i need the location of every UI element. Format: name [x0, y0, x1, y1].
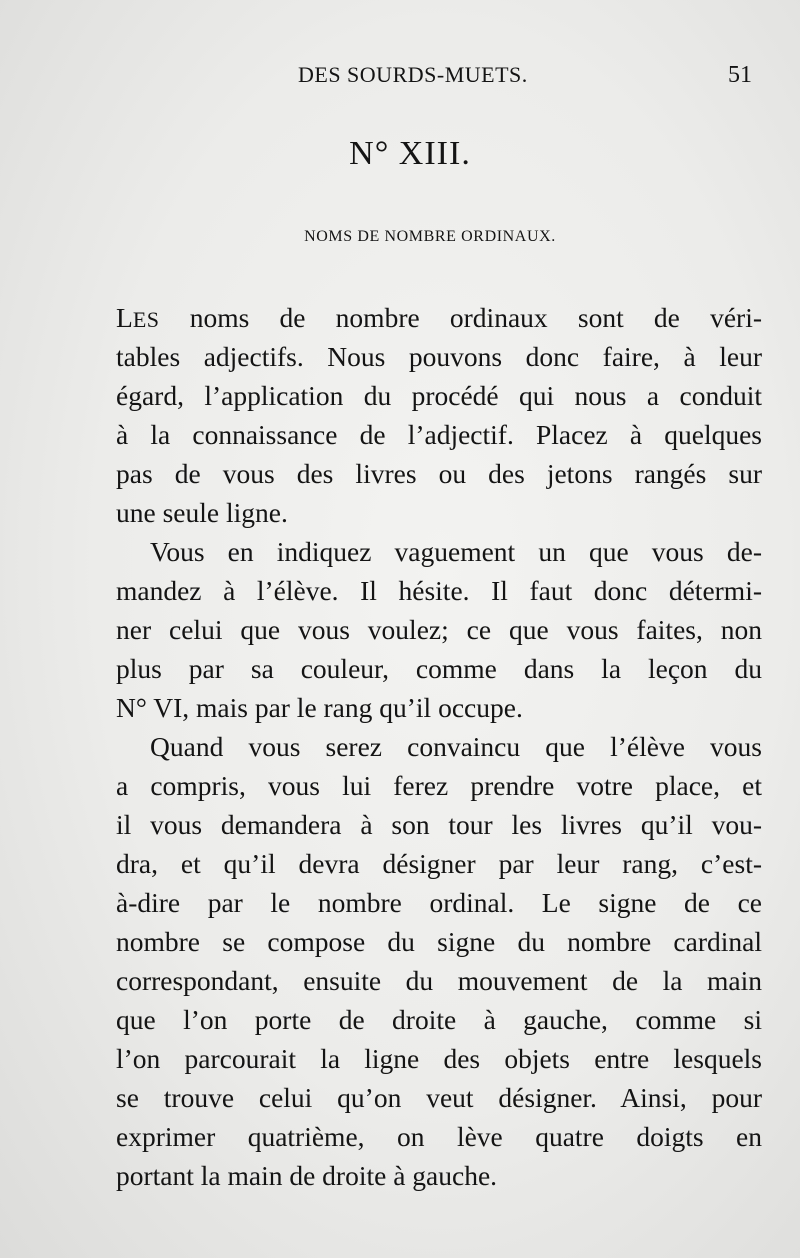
text-line: nombre se compose du signe du nombre cardinal	[116, 926, 762, 957]
paragraph-1	[116, 298, 762, 532]
text-line: à-dire par le nombre ordinal. Le signe de ce	[116, 887, 762, 918]
page-number: 51	[728, 62, 752, 88]
text-line: à la connaissance de l’adjectif. Placez à quelques	[116, 419, 762, 450]
text-line	[116, 298, 762, 337]
text-line: N° VI, mais par le rang qu’il occupe.	[116, 692, 523, 723]
text-line: mandez à l’élève. Il hésite. Il faut donc détermi-	[116, 575, 762, 606]
paragraph-2	[116, 532, 762, 727]
text-line: une seule ligne.	[116, 497, 288, 528]
text-line: que l’on porte de droite à gauche, comme si	[116, 1004, 762, 1035]
text-line: il vous demandera à son tour les livres qu’il vou-	[116, 809, 762, 840]
body-text	[116, 298, 762, 1195]
text-line: exprimer quatrième, on lève quatre doigts en	[116, 1121, 762, 1152]
drop-word-rest: ES	[132, 307, 160, 332]
section-number: N° XIII.	[349, 135, 471, 172]
text-line: tables adjectifs. Nous pouvons donc faire, à leur	[116, 341, 762, 372]
paragraph-3	[116, 727, 762, 1195]
section-title: NOMS DE NOMBRE ORDINAUX.	[304, 228, 556, 245]
text-line: Quand vous serez convaincu que l’élève vous	[150, 731, 762, 762]
text-line: plus par sa couleur, comme dans la leçon du	[116, 653, 762, 684]
running-title: DES SOURDS-MUETS.	[298, 62, 528, 87]
text-line: l’on parcourait la ligne des objets entre lesquels	[116, 1043, 762, 1074]
line-text: noms de nombre ordinaux sont de véri-	[159, 302, 762, 333]
text-line: correspondant, ensuite du mouvement de la main	[116, 965, 762, 996]
text-line: dra, et qu’il devra désigner par leur rang, c’est-	[116, 848, 762, 879]
text-line: pas de vous des livres ou des jetons rangés sur	[116, 458, 762, 489]
text-line: se trouve celui qu’on veut désigner. Ainsi, pour	[116, 1082, 762, 1113]
text-line: a compris, vous lui ferez prendre votre place, et	[116, 770, 762, 801]
running-head	[0, 58, 800, 94]
drop-word-cap: L	[116, 302, 133, 333]
text-line: égard, l’application du procédé qui nous a conduit	[116, 380, 762, 411]
text-line: Vous en indiquez vaguement un que vous de-	[150, 536, 762, 567]
text-line: ner celui que vous voulez; ce que vous faites, non	[116, 614, 762, 645]
text-line: portant la main de droite à gauche.	[116, 1160, 498, 1191]
